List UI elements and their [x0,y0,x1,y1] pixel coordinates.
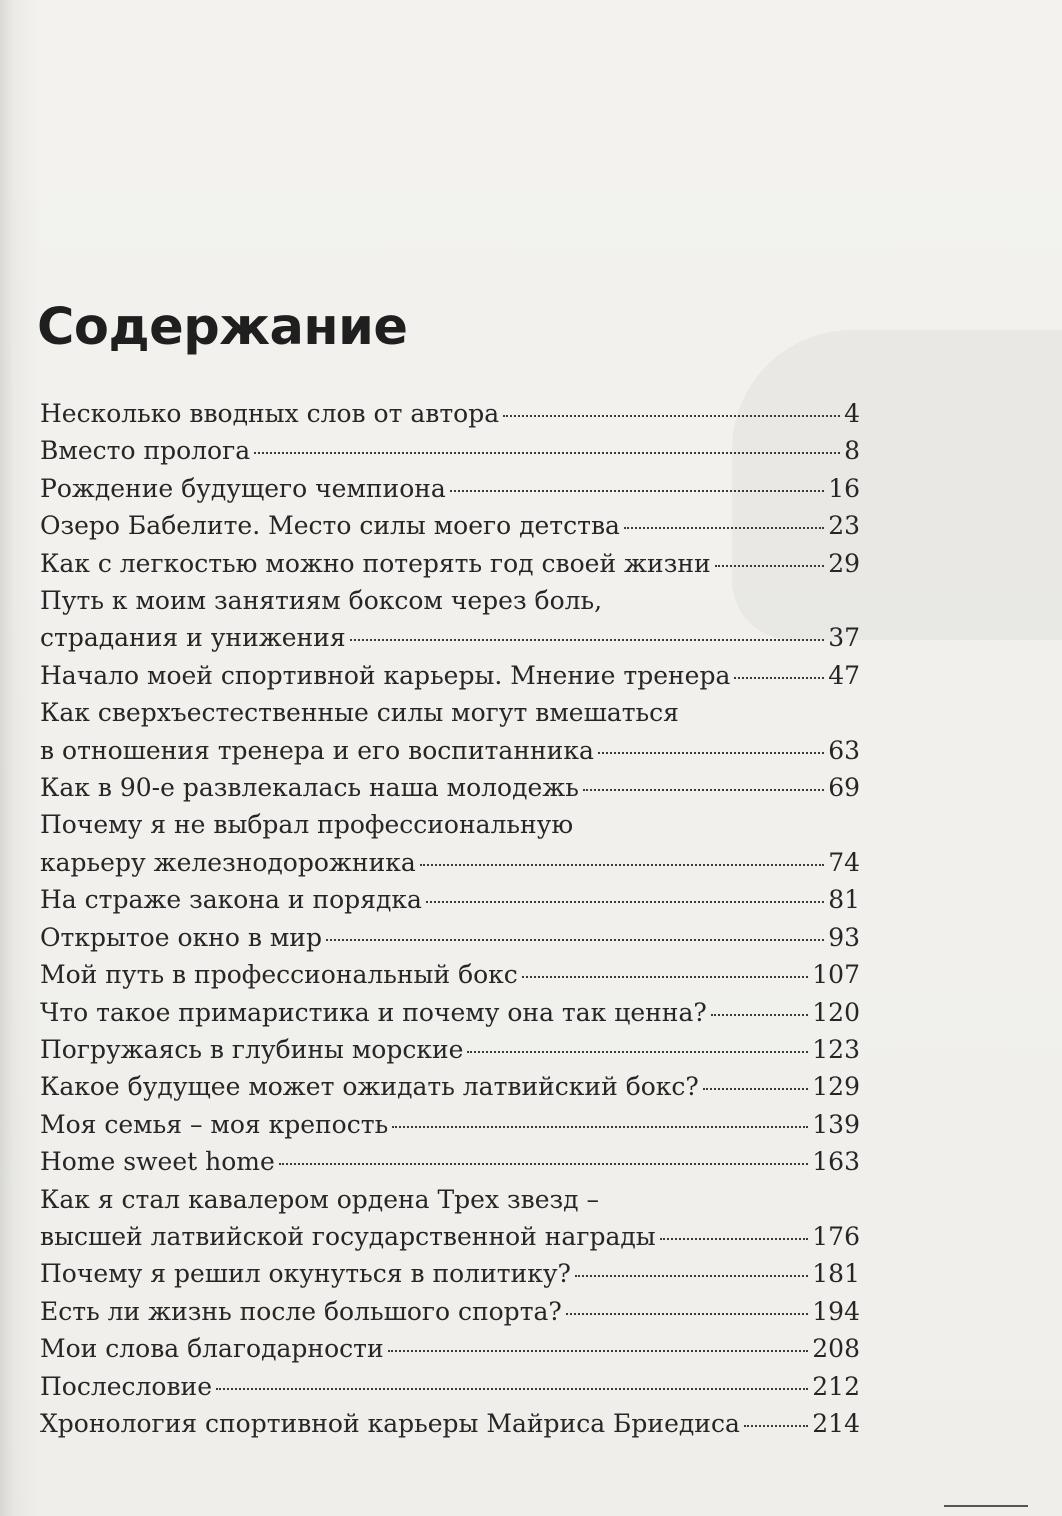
toc-entry-title: Несколько вводных слов от автора [40,399,500,428]
toc-entry-title: Начало моей спортивной карьеры. Мнение тренера [40,660,731,690]
toc-entry-row [40,994,860,1031]
dot-leader [254,452,840,454]
toc-page-number: 176 [812,1221,860,1251]
toc-entry-row [40,619,860,656]
toc-entry-title-line: Как я стал кавалером ордена Трех звезд – [40,1184,599,1214]
dot-leader [350,639,825,641]
toc-entry-title: страдания и унижения [40,623,346,653]
toc-entry-title: Какое будущее может ожидать латвийский бокс? [40,1072,699,1102]
toc-entry-row [40,1143,860,1180]
toc-entry [40,1405,860,1442]
toc-page-number: 107 [812,960,860,990]
dot-leader [326,939,824,941]
toc-page-number: 163 [812,1147,860,1177]
toc-entry-row [40,1031,860,1068]
toc-page-number: 16 [828,473,860,503]
dot-leader [624,527,824,529]
table-of-contents [40,395,860,1442]
toc-entry-title: Озеро Бабелите. Место силы моего детства [40,511,620,541]
toc-entry-title: в отношения тренера и его воспитанника [40,735,594,765]
dot-leader [216,1388,808,1390]
toc-entry-title: Почему я решил окунуться в политику? [40,1259,571,1289]
toc-entry [40,806,860,881]
toc-entry-title-line: Почему я не выбрал профессиональную [40,810,574,840]
toc-entry-row [40,507,860,544]
dot-leader [426,901,824,903]
toc-entry-row [40,1330,860,1367]
toc-entry-row [40,1106,860,1143]
toc-entry-row [40,1068,860,1105]
toc-entry [40,1255,860,1292]
toc-entry-title: Есть ли жизнь после большого спорта? [40,1296,562,1326]
toc-entry-title: Открытое окно в мир [40,922,322,952]
toc-entry [40,1106,860,1143]
toc-entry-title: Мои слова благодарности [40,1334,384,1364]
toc-entry-row [40,1293,860,1330]
toc-page-number: 69 [828,773,860,803]
toc-entry-title: Погружаясь в глубины морские [40,1034,464,1064]
toc-page-number: 63 [828,735,860,765]
toc-entry-row [40,881,860,918]
dot-leader [450,490,824,492]
dot-leader [715,565,825,567]
toc-page-number: 120 [812,997,860,1027]
dot-leader [279,1163,809,1165]
toc-entry-row [40,1255,860,1292]
page-title: Содержание [37,298,408,357]
dot-leader [583,789,824,791]
toc-entry [40,1068,860,1105]
toc-entry [40,1293,860,1330]
toc-entry-title-line: Как сверхъестественные силы могут вмешаться [40,698,679,728]
toc-entry-title: Хронология спортивной карьеры Майриса Бриедиса [40,1408,740,1438]
toc-page-number: 37 [828,623,860,653]
toc-page-number: 81 [828,885,860,915]
toc-page-number: 181 [812,1259,860,1289]
dot-leader [660,1238,809,1240]
toc-page-number: 129 [812,1072,860,1102]
dot-leader [598,752,824,754]
toc-entry [40,769,860,806]
toc-entry-title: Как в 90-е развлекалась наша молодежь [40,773,579,803]
toc-entry-row [40,769,860,806]
toc-entry [40,994,860,1031]
toc-entry-row [40,432,860,469]
toc-entry [40,657,860,694]
toc-page-number: 212 [812,1371,860,1401]
toc-entry-title: На страже закона и порядка [40,885,422,915]
toc-entry [40,881,860,918]
toc-page-number: 23 [828,511,860,541]
dot-leader [522,976,808,978]
toc-entry-row [40,470,860,507]
toc-page-number: 123 [812,1034,860,1064]
toc-entry-title-line: Путь к моим занятиям боксом через боль, [40,586,603,616]
toc-entry-row [40,545,860,582]
toc-entry [40,432,860,469]
toc-entry-title: Рождение будущего чемпиона [40,473,446,503]
dot-leader [503,415,840,417]
toc-entry-row [40,395,860,432]
folio-rule [944,1505,1028,1507]
toc-entry-title: высшей латвийской государственной награды [40,1221,656,1251]
toc-entry [40,545,860,582]
dot-leader [467,1051,808,1053]
toc-entry [40,1143,860,1180]
toc-entry [40,395,860,432]
toc-entry [40,507,860,544]
toc-page-number: 93 [828,922,860,952]
toc-entry [40,1368,860,1405]
dot-leader [392,1126,808,1128]
dot-leader [703,1088,808,1090]
toc-entry [40,919,860,956]
toc-entry-row [40,1405,860,1442]
toc-entry-title: Вместо пролога [40,436,251,466]
toc-entry [40,956,860,993]
toc-entry-row [40,844,860,881]
toc-page-number: 8 [844,436,860,466]
toc-page-number: 194 [812,1296,860,1326]
toc-entry-row [40,732,860,769]
dot-leader [566,1313,808,1315]
toc-page-number: 214 [812,1408,860,1438]
toc-entry-title: Как с легкостью можно потерять год своей жизни [40,548,711,578]
toc-entry-title: Что такое примаристика и почему она так ценна? [40,997,707,1027]
toc-page-number: 74 [828,847,860,877]
toc-page-number: 47 [828,660,860,690]
toc-entry [40,470,860,507]
toc-entry [40,1330,860,1367]
toc-page-number: 139 [812,1109,860,1139]
toc-entry [40,1181,860,1256]
dot-leader [575,1275,808,1277]
toc-entry-row [40,1218,860,1255]
dot-leader [744,1425,808,1427]
toc-entry-title: карьеру железнодорожника [40,847,416,877]
toc-entry [40,582,860,657]
dot-leader [388,1350,809,1352]
dot-leader [711,1014,809,1016]
toc-page-number: 4 [844,399,860,428]
dot-leader [420,864,824,866]
toc-page-number: 208 [812,1334,860,1364]
toc-entry-row [40,657,860,694]
toc-page-number: 29 [828,548,860,578]
toc-entry-row [40,919,860,956]
toc-entry [40,694,860,769]
toc-entry-title: Послесловие [40,1371,212,1401]
toc-entry-title: Мой путь в профессиональный бокс [40,960,518,990]
toc-entry-row [40,956,860,993]
toc-entry [40,1031,860,1068]
dot-leader [734,677,824,679]
toc-entry-row [40,1368,860,1405]
toc-entry-title: Home sweet home [40,1147,275,1177]
toc-entry-title: Моя семья – моя крепость [40,1109,389,1139]
